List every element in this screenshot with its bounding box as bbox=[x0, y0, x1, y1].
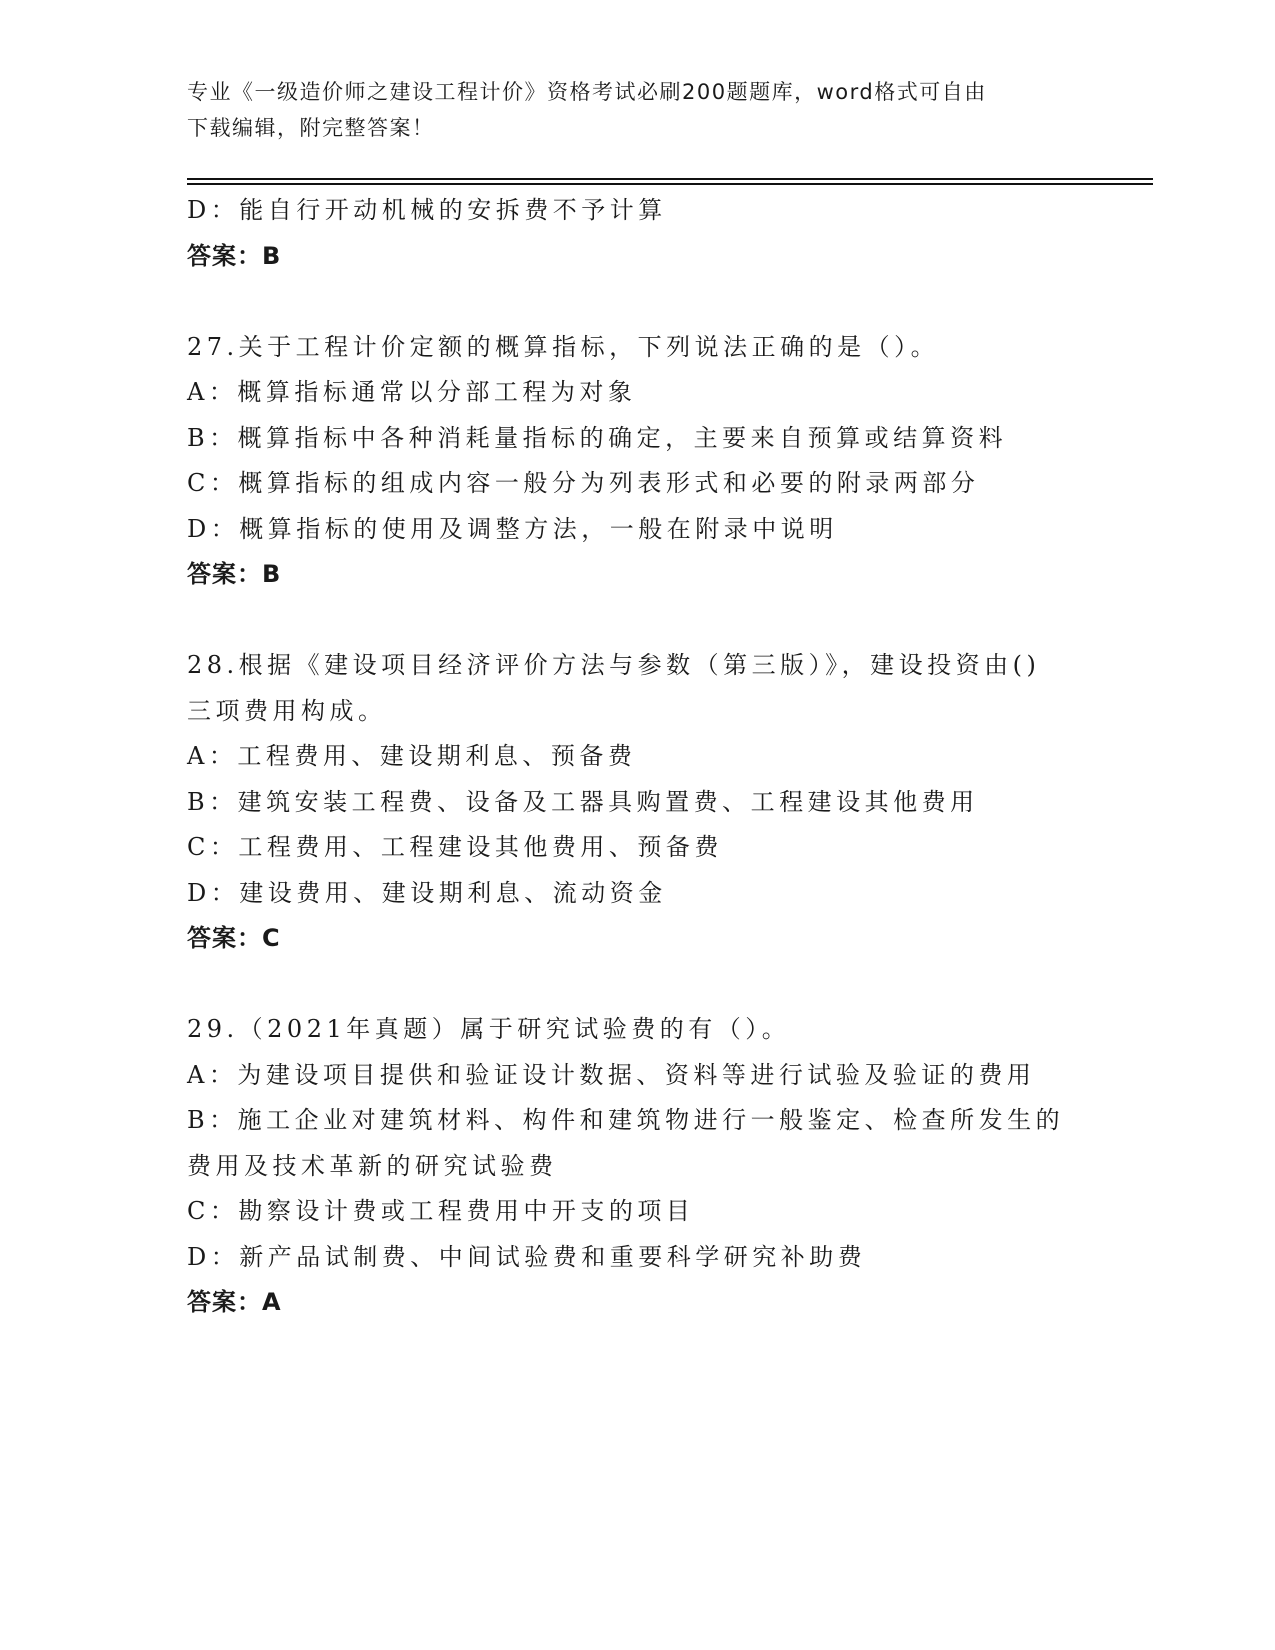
option-b-line-1: B：施工企业对建筑材料、构件和建筑物进行一般鉴定、检查所发生的 bbox=[187, 1106, 1065, 1134]
option-b: B：概算指标中各种消耗量指标的确定，主要来自预算或结算资料 bbox=[187, 423, 1008, 452]
spacer bbox=[187, 598, 1107, 644]
question-stem: 29.（2021年真题）属于研究试验费的有（）。 bbox=[187, 1015, 791, 1043]
option-c: C：概算指标的组成内容一般分为列表形式和必要的附录两部分 bbox=[187, 469, 980, 497]
question-29 bbox=[187, 1007, 1107, 1326]
spacer bbox=[187, 279, 1107, 325]
question-content bbox=[187, 188, 1107, 1326]
answer: 答案：C bbox=[187, 924, 281, 952]
question-stem-line-2: 三项费用构成。 bbox=[187, 696, 387, 725]
question-27 bbox=[187, 325, 1107, 598]
document-header bbox=[187, 74, 1087, 146]
question-stem-line-1: 28.根据《建设项目经济评价方法与参数（第三版）》，建设投资由() bbox=[187, 651, 1041, 679]
option-d: D：能自行开动机械的安拆费不予计算 bbox=[187, 196, 667, 224]
spacer bbox=[187, 962, 1107, 1008]
option-d: D：概算指标的使用及调整方法，一般在附录中说明 bbox=[187, 514, 838, 543]
answer: 答案：B bbox=[187, 560, 282, 588]
question-stem: 27.关于工程计价定额的概算指标，下列说法正确的是（）。 bbox=[187, 332, 940, 361]
previous-question-tail bbox=[187, 188, 1107, 279]
question-28 bbox=[187, 643, 1107, 962]
option-a: A：工程费用、建设期利息、预备费 bbox=[187, 742, 637, 770]
answer: 答案：B bbox=[187, 241, 282, 270]
header-divider-bottom bbox=[187, 183, 1153, 185]
header-line-2: 下载编辑，附完整答案！ bbox=[187, 116, 435, 140]
option-c: C：勘察设计费或工程费用中开支的项目 bbox=[187, 1197, 695, 1225]
option-c: C：工程费用、工程建设其他费用、预备费 bbox=[187, 833, 723, 861]
option-b: B：建筑安装工程费、设备及工器具购置费、工程建设其他费用 bbox=[187, 787, 979, 816]
option-d: D：新产品试制费、中间试验费和重要科学研究补助费 bbox=[187, 1242, 867, 1271]
option-a: A：概算指标通常以分部工程为对象 bbox=[187, 378, 637, 406]
header-divider-top bbox=[187, 178, 1153, 180]
option-b-line-2: 费用及技术革新的研究试验费 bbox=[187, 1151, 558, 1180]
option-d: D：建设费用、建设期利息、流动资金 bbox=[187, 878, 667, 907]
answer: 答案：A bbox=[187, 1288, 282, 1316]
header-line-1: 专业《一级造价师之建设工程计价》资格考试必刷200题题库，word格式可自由 bbox=[187, 80, 987, 104]
option-a: A：为建设项目提供和验证设计数据、资料等进行试验及验证的费用 bbox=[187, 1060, 1036, 1089]
